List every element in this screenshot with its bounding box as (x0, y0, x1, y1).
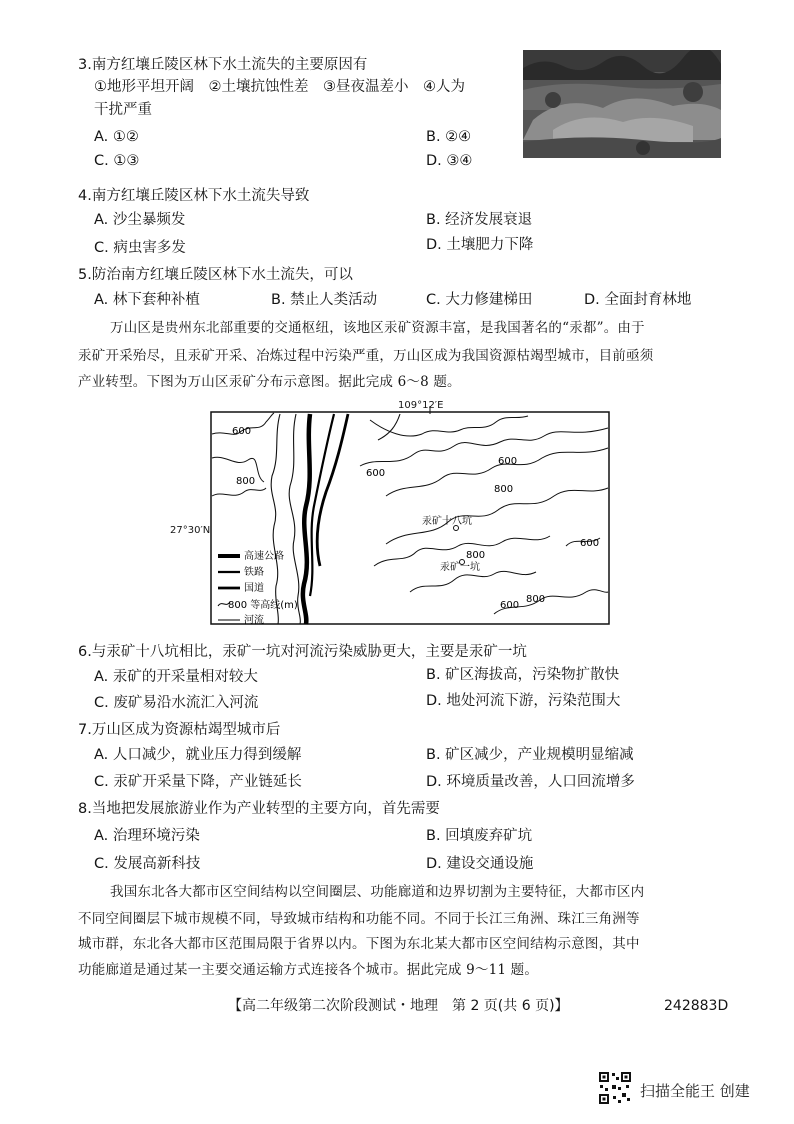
legend-river: 河流 (244, 615, 264, 626)
passage1-line1: 万山区是贵州东北部重要的交通枢纽，该地区汞矿资源丰富，是我国著名的“汞都”。由于 (110, 320, 645, 336)
q6-stem: 6.与汞矿十八坑相比，汞矿一坑对河流污染威胁更大，主要是汞矿一坑 (78, 644, 527, 660)
passage2-line2: 不同空间圈层下城市规模不同，导致城市结构和功能不同。不同于长江三角洲、珠江三角洲等 (78, 911, 640, 927)
contour-label: 600 (498, 456, 518, 467)
map-frame (211, 412, 609, 624)
q6-option-c: C. 废矿易沿水流汇入河流 (94, 695, 259, 711)
q5-option-b: B. 禁止人类活动 (271, 292, 378, 308)
q8-option-c: C. 发展高新科技 (94, 856, 201, 872)
contour-label: 800 (236, 476, 256, 487)
q7-option-a: A. 人口减少，就业压力得到缓解 (94, 747, 302, 763)
q7-stem: 7.万山区成为资源枯竭型城市后 (78, 722, 281, 738)
contour-label: 800 (466, 550, 486, 561)
q5-option-d: D. 全面封育林地 (584, 292, 692, 308)
passage2-line3: 城市群，东北各大都市区范围局限于省界以内。下图为东北某大都市区空间结构示意图，其中 (78, 936, 640, 952)
mine18-label: 汞矿十八坑 (422, 516, 472, 527)
passage1-line3: 产业转型。下图为万山区汞矿分布示意图。据此完成 6～8 题。 (78, 374, 461, 390)
q6-option-b: B. 矿区海拔高，污染物扩散快 (426, 667, 620, 683)
q3-option-b: B. ②④ (426, 129, 472, 145)
legend-contour: 800 等高线(m) (228, 600, 298, 611)
passage1-line2: 汞矿开采殆尽，且汞矿开采、冶炼过程中污染严重，万山区成为我国资源枯竭型城市，目前亟须 (78, 348, 654, 364)
q8-option-b: B. 回填废弃矿坑 (426, 828, 533, 844)
q5-stem: 5.防治南方红壤丘陵区林下水土流失，可以 (78, 267, 353, 283)
q3-options-line2: 干扰严重 (94, 102, 152, 118)
longitude-label: 109°12′E (398, 400, 444, 411)
legend-railway: 铁路 (244, 567, 264, 578)
q8-stem: 8.当地把发展旅游业作为产业转型的主要方向，首先需要 (78, 801, 440, 817)
contour-label: 600 (366, 468, 386, 479)
contour-label: 600 (232, 426, 252, 437)
mine1-label: 汞矿一坑 (440, 562, 480, 573)
legend-highway: 高速公路 (244, 551, 284, 562)
q8-option-d: D. 建设交通设施 (426, 856, 534, 872)
q7-option-d: D. 环境质量改善，人口回流增多 (426, 774, 635, 790)
q4-option-a: A. 沙尘暴频发 (94, 212, 186, 228)
q3-option-c: C. ①③ (94, 153, 140, 169)
legend-national-road: 国道 (244, 583, 264, 594)
passage2-line1: 我国东北各大都市区空间结构以空间圈层、功能廊道和边界切割为主要特征，大都市区内 (110, 884, 645, 900)
erosion-photo (523, 50, 721, 158)
contour-label: 600 (580, 538, 600, 549)
q6-option-a: A. 汞矿的开采量相对较大 (94, 669, 258, 685)
q4-option-d: D. 土壤肥力下降 (426, 237, 534, 253)
contour-label: 800 (494, 484, 514, 495)
mercury-mine-map (210, 396, 610, 626)
contour-label: 600 (500, 600, 520, 611)
q3-options-line1: ①地形平坦开阔 ②土壤抗蚀性差 ③昼夜温差小 ④人为 (94, 79, 465, 95)
latitude-label: 27°30′N (170, 525, 211, 536)
q5-option-c: C. 大力修建梯田 (426, 292, 533, 308)
page-code: 242883D (664, 998, 729, 1014)
q8-option-a: A. 治理环境污染 (94, 828, 200, 844)
q3-option-d: D. ③④ (426, 153, 473, 169)
passage2-line4: 功能廊道是通过某一主要交通运输方式连接各个城市。据此完成 9～11 题。 (78, 962, 539, 978)
q4-stem: 4.南方红壤丘陵区林下水土流失导致 (78, 188, 310, 204)
q4-option-c: C. 病虫害多发 (94, 240, 186, 256)
q6-option-d: D. 地处河流下游，污染范围大 (426, 693, 621, 709)
q5-option-a: A. 林下套种补植 (94, 292, 200, 308)
scanner-watermark: 扫描全能王 创建 (640, 1082, 750, 1100)
q4-option-b: B. 经济发展衰退 (426, 212, 533, 228)
contour-label: 800 (526, 594, 546, 605)
q3-option-a: A. ①② (94, 129, 139, 145)
page-footer-title: 【高二年级第二次阶段测试・地理 第 2 页(共 6 页)】 (228, 998, 569, 1014)
qr-code-icon (598, 1071, 632, 1105)
q7-option-c: C. 汞矿开采量下降，产业链延长 (94, 774, 302, 790)
q3-stem: 3.南方红壤丘陵区林下水土流失的主要原因有 (78, 57, 368, 73)
q7-option-b: B. 矿区减少，产业规模明显缩减 (426, 747, 634, 763)
